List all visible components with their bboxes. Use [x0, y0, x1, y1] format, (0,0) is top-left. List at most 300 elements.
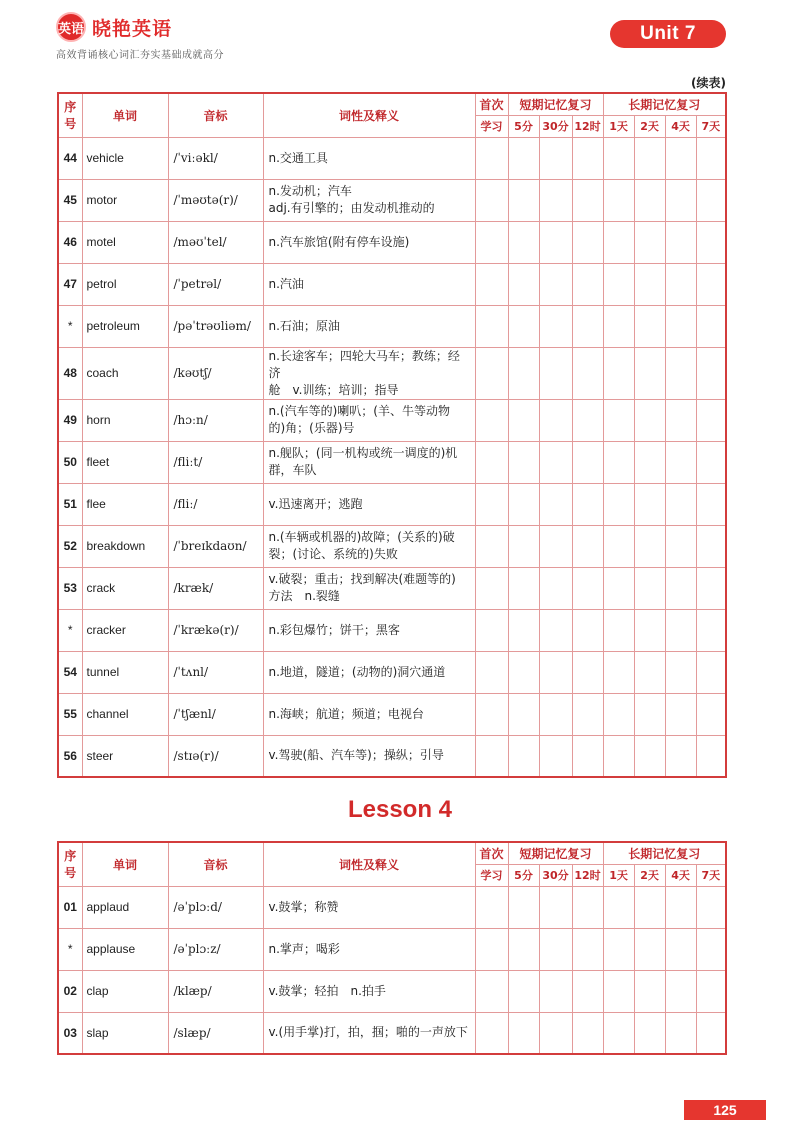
review-checkbox-cell[interactable] [475, 651, 508, 693]
review-checkbox-cell[interactable] [508, 179, 539, 221]
definition-line: n.海峡；航道；频道；电视台 [268, 706, 424, 721]
word-cell: channel [82, 693, 168, 735]
col-no: 序号 [58, 842, 82, 886]
review-checkbox-cell[interactable] [508, 693, 539, 735]
review-checkbox-cell[interactable] [634, 483, 665, 525]
definition-line: v.驾驶(船、汽车等)；操纵；引导 [268, 748, 444, 763]
review-checkbox-cell[interactable] [539, 441, 572, 483]
review-checkbox-cell[interactable] [475, 399, 508, 441]
review-checkbox-cell[interactable] [665, 305, 696, 347]
definition-cell [263, 693, 475, 735]
review-checkbox-cell[interactable] [539, 567, 572, 609]
definition-line: n.长途客车；四轮大马车；教练；经济 [268, 348, 460, 380]
ipa-cell: /pəˈtrəʊliəm/ [168, 305, 263, 347]
definition-cell [263, 347, 475, 399]
col-1day: 1天 [603, 115, 634, 137]
definition-line: n.(汽车等的)喇叭；(羊、牛等动物 [268, 404, 450, 418]
review-checkbox-cell[interactable] [634, 399, 665, 441]
review-checkbox-cell[interactable] [696, 928, 726, 970]
definition-cell [263, 735, 475, 777]
review-checkbox-cell[interactable] [572, 441, 603, 483]
review-checkbox-cell[interactable] [603, 609, 634, 651]
review-checkbox-cell[interactable] [603, 263, 634, 305]
definition-line: 舱 v.训练；培训；指导 [268, 382, 399, 397]
row-number: 53 [58, 567, 82, 609]
review-checkbox-cell[interactable] [665, 399, 696, 441]
review-checkbox-cell[interactable] [475, 693, 508, 735]
row-number: 03 [58, 1012, 82, 1054]
table-row [58, 693, 726, 735]
review-checkbox-cell[interactable] [696, 886, 726, 928]
table-row [58, 525, 726, 567]
review-checkbox-cell[interactable] [665, 567, 696, 609]
review-checkbox-cell[interactable] [475, 525, 508, 567]
definition-line: n.地道，隧道；(动物的)洞穴通道 [268, 664, 446, 679]
review-checkbox-cell[interactable] [696, 1012, 726, 1054]
brand [56, 12, 172, 42]
review-checkbox-cell[interactable] [603, 347, 634, 399]
review-checkbox-cell[interactable] [634, 886, 665, 928]
col-7day: 7天 [696, 115, 726, 137]
review-checkbox-cell[interactable] [665, 735, 696, 777]
review-checkbox-cell[interactable] [603, 928, 634, 970]
review-checkbox-cell[interactable] [475, 263, 508, 305]
review-checkbox-cell[interactable] [572, 735, 603, 777]
review-checkbox-cell[interactable] [475, 483, 508, 525]
review-checkbox-cell[interactable] [475, 928, 508, 970]
review-checkbox-cell[interactable] [572, 347, 603, 399]
word-cell: vehicle [82, 137, 168, 179]
table-row [58, 399, 726, 441]
col-5min: 5分 [508, 864, 539, 886]
word-cell: steer [82, 735, 168, 777]
review-checkbox-cell[interactable] [572, 221, 603, 263]
review-checkbox-cell[interactable] [665, 928, 696, 970]
review-checkbox-cell[interactable] [508, 399, 539, 441]
review-checkbox-cell[interactable] [539, 483, 572, 525]
row-number: 02 [58, 970, 82, 1012]
review-checkbox-cell[interactable] [603, 441, 634, 483]
review-checkbox-cell[interactable] [475, 179, 508, 221]
word-cell: slap [82, 1012, 168, 1054]
review-checkbox-cell[interactable] [634, 221, 665, 263]
definition-line: n.舰队；(同一机构或统一调度的)机 [268, 446, 458, 460]
definition-line: n.彩包爆竹；饼干；黑客 [268, 622, 400, 637]
review-checkbox-cell[interactable] [539, 179, 572, 221]
review-checkbox-cell[interactable] [475, 305, 508, 347]
review-checkbox-cell[interactable] [475, 609, 508, 651]
table-row [58, 567, 726, 609]
row-number: * [58, 305, 82, 347]
word-cell: petroleum [82, 305, 168, 347]
word-cell: clap [82, 970, 168, 1012]
review-checkbox-cell[interactable] [475, 735, 508, 777]
table-row [58, 970, 726, 1012]
review-checkbox-cell[interactable] [539, 735, 572, 777]
review-checkbox-cell[interactable] [603, 399, 634, 441]
definition-cell [263, 651, 475, 693]
review-checkbox-cell[interactable] [603, 525, 634, 567]
review-checkbox-cell[interactable] [539, 651, 572, 693]
review-checkbox-cell[interactable] [603, 693, 634, 735]
definition-cell [263, 970, 475, 1012]
col-1day: 1天 [603, 864, 634, 886]
col-long-term: 长期记忆复习 [603, 842, 726, 864]
table-row [58, 483, 726, 525]
word-cell: applause [82, 928, 168, 970]
review-checkbox-cell[interactable] [508, 347, 539, 399]
review-checkbox-cell[interactable] [665, 1012, 696, 1054]
col-12h: 12时 [572, 864, 603, 886]
review-checkbox-cell[interactable] [634, 651, 665, 693]
review-checkbox-cell[interactable] [539, 221, 572, 263]
review-checkbox-cell[interactable] [634, 179, 665, 221]
review-checkbox-cell[interactable] [696, 693, 726, 735]
review-checkbox-cell[interactable] [508, 263, 539, 305]
table-row [58, 263, 726, 305]
review-checkbox-cell[interactable] [665, 970, 696, 1012]
table-row [58, 305, 726, 347]
word-cell: flee [82, 483, 168, 525]
row-number: 54 [58, 651, 82, 693]
word-cell: breakdown [82, 525, 168, 567]
col-2day: 2天 [634, 115, 665, 137]
review-checkbox-cell[interactable] [508, 735, 539, 777]
word-cell: motor [82, 179, 168, 221]
review-checkbox-cell[interactable] [572, 1012, 603, 1054]
review-checkbox-cell[interactable] [539, 609, 572, 651]
definition-cell [263, 221, 475, 263]
review-checkbox-cell[interactable] [634, 263, 665, 305]
review-checkbox-cell[interactable] [475, 886, 508, 928]
definition-cell [263, 928, 475, 970]
row-number: * [58, 609, 82, 651]
review-checkbox-cell[interactable] [634, 970, 665, 1012]
review-checkbox-cell[interactable] [665, 221, 696, 263]
review-checkbox-cell[interactable] [539, 970, 572, 1012]
review-checkbox-cell[interactable] [475, 221, 508, 263]
review-checkbox-cell[interactable] [603, 970, 634, 1012]
review-checkbox-cell[interactable] [572, 609, 603, 651]
review-checkbox-cell[interactable] [665, 179, 696, 221]
ipa-cell: /ˈkrækə(r)/ [168, 609, 263, 651]
lesson-title: Lesson 4 [347, 796, 453, 823]
review-checkbox-cell[interactable] [539, 928, 572, 970]
table-row [58, 221, 726, 263]
review-checkbox-cell[interactable] [508, 970, 539, 1012]
review-checkbox-cell[interactable] [539, 263, 572, 305]
review-checkbox-cell[interactable] [696, 609, 726, 651]
ipa-cell: /ˈtʃænl/ [168, 693, 263, 735]
definition-line: v.破裂；重击；找到解决(难题等的) [268, 572, 456, 586]
review-checkbox-cell[interactable] [539, 886, 572, 928]
review-checkbox-cell[interactable] [572, 567, 603, 609]
review-checkbox-cell[interactable] [696, 441, 726, 483]
review-checkbox-cell[interactable] [634, 137, 665, 179]
definition-line: n.发动机；汽车 [268, 184, 352, 198]
col-4day: 4天 [665, 115, 696, 137]
definition-cell [263, 525, 475, 567]
review-checkbox-cell[interactable] [475, 137, 508, 179]
ipa-cell: /əˈplɔːz/ [168, 928, 263, 970]
review-checkbox-cell[interactable] [634, 305, 665, 347]
col-short-term: 短期记忆复习 [508, 842, 603, 864]
definition-cell [263, 399, 475, 441]
review-checkbox-cell[interactable] [696, 651, 726, 693]
definition-line: n.汽油 [268, 276, 304, 291]
definition-line: n.掌声；喝彩 [268, 941, 340, 956]
page-number: 125 [684, 1100, 766, 1120]
ipa-cell: /ˈpetrəl/ [168, 263, 263, 305]
row-number: 48 [58, 347, 82, 399]
col-long-term: 长期记忆复习 [603, 93, 726, 115]
col-first: 首次 [475, 93, 508, 115]
word-cell: motel [82, 221, 168, 263]
definition-cell [263, 567, 475, 609]
review-checkbox-cell[interactable] [475, 1012, 508, 1054]
review-checkbox-cell[interactable] [539, 1012, 572, 1054]
review-checkbox-cell[interactable] [603, 179, 634, 221]
definition-cell [263, 886, 475, 928]
row-number: 47 [58, 263, 82, 305]
ipa-cell: /fliːt/ [168, 441, 263, 483]
definition-line: 群，车队 [268, 463, 317, 477]
review-checkbox-cell[interactable] [603, 1012, 634, 1054]
review-checkbox-cell[interactable] [475, 970, 508, 1012]
review-checkbox-cell[interactable] [665, 525, 696, 567]
ipa-cell: /hɔːn/ [168, 399, 263, 441]
ipa-cell: /fliː/ [168, 483, 263, 525]
col-12h: 12时 [572, 115, 603, 137]
ipa-cell: /slæp/ [168, 1012, 263, 1054]
word-cell: coach [82, 347, 168, 399]
review-checkbox-cell[interactable] [665, 263, 696, 305]
review-checkbox-cell[interactable] [665, 693, 696, 735]
review-checkbox-cell[interactable] [603, 221, 634, 263]
col-ipa: 音标 [168, 93, 263, 137]
word-cell: cracker [82, 609, 168, 651]
review-checkbox-cell[interactable] [508, 886, 539, 928]
ipa-cell: /məʊˈtel/ [168, 221, 263, 263]
row-number: 50 [58, 441, 82, 483]
table-row [58, 651, 726, 693]
review-checkbox-cell[interactable] [665, 483, 696, 525]
word-cell: applaud [82, 886, 168, 928]
word-cell: petrol [82, 263, 168, 305]
ipa-cell: /ˈviːəkl/ [168, 137, 263, 179]
row-number: 56 [58, 735, 82, 777]
definition-cell [263, 483, 475, 525]
review-checkbox-cell[interactable] [634, 928, 665, 970]
brand-name: 晓艳英语 [92, 17, 173, 40]
review-checkbox-cell[interactable] [539, 399, 572, 441]
row-number: 44 [58, 137, 82, 179]
review-checkbox-cell[interactable] [508, 137, 539, 179]
review-checkbox-cell[interactable] [475, 441, 508, 483]
col-30min: 30分 [539, 864, 572, 886]
review-checkbox-cell[interactable] [665, 886, 696, 928]
definition-line: n.石油；原油 [268, 318, 340, 333]
review-checkbox-cell[interactable] [696, 347, 726, 399]
review-checkbox-cell[interactable] [572, 886, 603, 928]
review-checkbox-cell[interactable] [696, 567, 726, 609]
review-checkbox-cell[interactable] [603, 886, 634, 928]
review-checkbox-cell[interactable] [634, 693, 665, 735]
row-number: 01 [58, 886, 82, 928]
row-number: 45 [58, 179, 82, 221]
review-checkbox-cell[interactable] [508, 305, 539, 347]
table-row [58, 1012, 726, 1054]
review-checkbox-cell[interactable] [665, 137, 696, 179]
row-number: 46 [58, 221, 82, 263]
review-checkbox-cell[interactable] [634, 609, 665, 651]
review-checkbox-cell[interactable] [696, 263, 726, 305]
review-checkbox-cell[interactable] [696, 179, 726, 221]
definition-cell [263, 1012, 475, 1054]
definition-cell [263, 263, 475, 305]
ipa-cell: /ˈbreɪkdaʊn/ [168, 525, 263, 567]
table-row [58, 441, 726, 483]
definition-line: n.(车辆或机器的)故障；(关系的)破 [268, 530, 455, 544]
review-checkbox-cell[interactable] [572, 483, 603, 525]
review-checkbox-cell[interactable] [475, 347, 508, 399]
review-checkbox-cell[interactable] [539, 305, 572, 347]
review-checkbox-cell[interactable] [696, 221, 726, 263]
col-definition: 词性及释义 [263, 93, 475, 137]
row-number: * [58, 928, 82, 970]
definition-line: v.(用手掌)打，拍，掴；啪的一声放下 [268, 1025, 468, 1040]
review-checkbox-cell[interactable] [572, 179, 603, 221]
review-checkbox-cell[interactable] [634, 441, 665, 483]
word-cell: horn [82, 399, 168, 441]
col-study: 学习 [475, 864, 508, 886]
review-checkbox-cell[interactable] [696, 305, 726, 347]
row-number: 55 [58, 693, 82, 735]
review-checkbox-cell[interactable] [508, 567, 539, 609]
review-checkbox-cell[interactable] [572, 651, 603, 693]
review-checkbox-cell[interactable] [572, 928, 603, 970]
vocab-table-unit7-continued [57, 92, 727, 778]
review-checkbox-cell[interactable] [572, 525, 603, 567]
col-4day: 4天 [665, 864, 696, 886]
review-checkbox-cell[interactable] [508, 483, 539, 525]
word-cell: fleet [82, 441, 168, 483]
review-checkbox-cell[interactable] [508, 609, 539, 651]
col-7day: 7天 [696, 864, 726, 886]
table-row [58, 609, 726, 651]
col-first: 首次 [475, 842, 508, 864]
review-checkbox-cell[interactable] [603, 483, 634, 525]
review-checkbox-cell[interactable] [603, 651, 634, 693]
review-checkbox-cell[interactable] [696, 137, 726, 179]
review-checkbox-cell[interactable] [634, 525, 665, 567]
review-checkbox-cell[interactable] [508, 1012, 539, 1054]
word-cell: crack [82, 567, 168, 609]
review-checkbox-cell[interactable] [572, 305, 603, 347]
review-checkbox-cell[interactable] [475, 567, 508, 609]
review-checkbox-cell[interactable] [508, 525, 539, 567]
review-checkbox-cell[interactable] [539, 693, 572, 735]
review-checkbox-cell[interactable] [603, 137, 634, 179]
review-checkbox-cell[interactable] [634, 1012, 665, 1054]
ipa-cell: /əˈplɔːd/ [168, 886, 263, 928]
review-checkbox-cell[interactable] [603, 735, 634, 777]
review-checkbox-cell[interactable] [634, 347, 665, 399]
definition-line: v.迅速离开；逃跑 [268, 496, 363, 511]
definition-cell [263, 609, 475, 651]
review-checkbox-cell[interactable] [508, 441, 539, 483]
definition-line: 裂；(讨论、系统的)失败 [268, 547, 398, 561]
col-short-term: 短期记忆复习 [508, 93, 603, 115]
review-checkbox-cell[interactable] [539, 137, 572, 179]
definition-cell [263, 441, 475, 483]
col-no: 序号 [58, 93, 82, 137]
review-checkbox-cell[interactable] [696, 970, 726, 1012]
table-row [58, 137, 726, 179]
review-checkbox-cell[interactable] [665, 651, 696, 693]
review-checkbox-cell[interactable] [539, 525, 572, 567]
review-checkbox-cell[interactable] [572, 263, 603, 305]
review-checkbox-cell[interactable] [508, 221, 539, 263]
word-cell: tunnel [82, 651, 168, 693]
review-checkbox-cell[interactable] [572, 137, 603, 179]
review-checkbox-cell[interactable] [696, 735, 726, 777]
col-30min: 30分 [539, 115, 572, 137]
brand-logo-icon: 英语 [56, 12, 86, 42]
review-checkbox-cell[interactable] [572, 693, 603, 735]
review-checkbox-cell[interactable] [634, 567, 665, 609]
table-row [58, 179, 726, 221]
col-ipa: 音标 [168, 842, 263, 886]
vocab-table-lesson4 [57, 841, 727, 1055]
table-row [58, 886, 726, 928]
review-checkbox-cell[interactable] [572, 970, 603, 1012]
ipa-cell: /ˈtʌnl/ [168, 651, 263, 693]
brand-subtitle: 高效背诵核心词汇夯实基础成就高分 [56, 50, 224, 61]
definition-line: n.交通工具 [268, 150, 328, 165]
col-definition: 词性及释义 [263, 842, 475, 886]
ipa-cell: /kræk/ [168, 567, 263, 609]
ipa-cell: /stɪə(r)/ [168, 735, 263, 777]
review-checkbox-cell[interactable] [508, 928, 539, 970]
table-row [58, 347, 726, 399]
definition-cell [263, 179, 475, 221]
review-checkbox-cell[interactable] [508, 651, 539, 693]
col-5min: 5分 [508, 115, 539, 137]
review-checkbox-cell[interactable] [634, 735, 665, 777]
col-study: 学习 [475, 115, 508, 137]
review-checkbox-cell[interactable] [696, 399, 726, 441]
review-checkbox-cell[interactable] [665, 441, 696, 483]
review-checkbox-cell[interactable] [696, 483, 726, 525]
review-checkbox-cell[interactable] [603, 567, 634, 609]
review-checkbox-cell[interactable] [572, 399, 603, 441]
definition-line: v.鼓掌；称赞 [268, 899, 339, 914]
ipa-cell: /ˈməʊtə(r)/ [168, 179, 263, 221]
review-checkbox-cell[interactable] [539, 347, 572, 399]
review-checkbox-cell[interactable] [665, 347, 696, 399]
col-word: 单词 [82, 93, 168, 137]
review-checkbox-cell[interactable] [696, 525, 726, 567]
ipa-cell: /klæp/ [168, 970, 263, 1012]
continued-label: (续表) [691, 76, 726, 90]
review-checkbox-cell[interactable] [603, 305, 634, 347]
table-row [58, 928, 726, 970]
row-number: 51 [58, 483, 82, 525]
definition-cell [263, 137, 475, 179]
review-checkbox-cell[interactable] [665, 609, 696, 651]
row-number: 52 [58, 525, 82, 567]
